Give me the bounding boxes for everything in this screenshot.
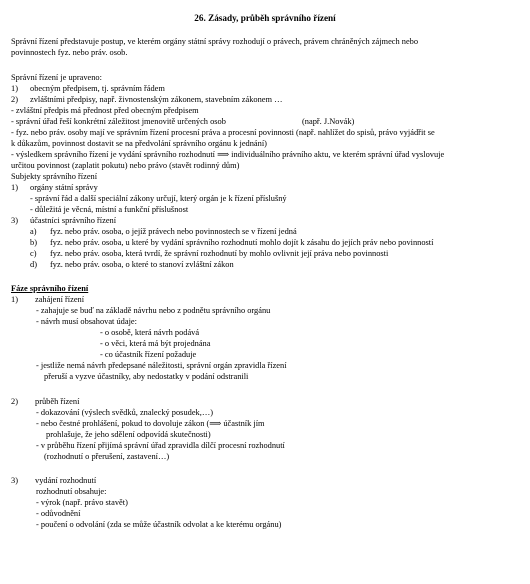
faze-1-line: - o osobě, která návrh podává xyxy=(100,328,200,337)
ucastnik-marker: b) xyxy=(30,238,37,247)
ucastnik-marker: a) xyxy=(30,227,37,236)
faze-2-line: - v průběhu řízení přijímá správní úřad zpravidla dílčí procesní rozhodnutí xyxy=(36,441,285,450)
uprava-number-2: 2) xyxy=(11,95,18,104)
faze-3-line: - odůvodnění xyxy=(36,509,81,518)
faze-3-line: - výrok (např. právo stavět) xyxy=(36,498,128,507)
page-title: 26. Zásady, průběh správního řízení xyxy=(194,13,336,23)
faze-2-line: - dokazování (výslech svědků, znalecký posudek,…) xyxy=(36,408,213,417)
faze-1-line: - o věci, která má být projednána xyxy=(100,339,211,348)
faze-number-1: 1) xyxy=(11,295,18,304)
uprava-bullet: - výsledkem správního řízení je vydání správního rozhodnutí ⟹ individuálního právního aktu, ve kterém správní úřad vyslovuje xyxy=(11,150,445,159)
faze-2-line: prohlašuje, že jeho sdělení odpovídá skutečnosti) xyxy=(46,430,211,439)
faze-3-line: rozhodnutí obsahuje: xyxy=(36,487,107,496)
faze-title-1: zahájení řízení xyxy=(35,295,85,304)
ucastnik-text: fyz. nebo práv. osoba, o jejíž právech nebo povinnostech se v řízení jedná xyxy=(50,227,297,236)
section-heading-faze: Fáze správního řízení xyxy=(11,284,89,293)
subjekty-text-3: účastníci správního řízení xyxy=(30,216,117,225)
ucastnik-marker: c) xyxy=(30,249,37,258)
ucastnik-text: fyz. nebo práv. osoba, o které to stanoví zvláštní zákon xyxy=(50,260,234,269)
uprava-number-1: 1) xyxy=(11,84,18,93)
uprava-bullet: - zvláštní předpis má přednost před obecným předpisem xyxy=(11,106,199,115)
section-heading-subjekty: Subjekty správního řízení xyxy=(11,172,98,181)
uprava-text-1: obecným předpisem, tj. správním řádem xyxy=(30,84,165,93)
subjekty-bullet: - správní řád a další speciální zákony určují, který orgán je k řízení příslušný xyxy=(30,194,287,203)
faze-title-3: vydání rozhodnutí xyxy=(35,476,97,485)
faze-2-line: (rozhodnutí o přerušení, zastavení…) xyxy=(44,452,170,461)
faze-1-line: - návrh musí obsahovat údaje: xyxy=(36,317,137,326)
ucastnik-text: fyz. nebo práv. osoba, u které by vydání správního rozhodnutí mohlo dojít k zásahu do jejích práv nebo povinností xyxy=(50,238,434,247)
faze-2-line: - nebo čestné prohlášení, pokud to dovoluje zákon (⟹ účastník jím xyxy=(36,419,265,428)
faze-1-line: - co účastník řízení požaduje xyxy=(100,350,197,359)
subjekty-text-1: orgány státní správy xyxy=(30,183,98,192)
subjekty-bullet: - důležitá je věcná, místní a funkční příslušnost xyxy=(30,205,189,214)
ucastnik-text: fyz. nebo práv. osoba, která tvrdí, že správní rozhodnutí by mohlo ovlivnit její práva nebo povinnosti xyxy=(50,249,389,258)
intro-line-2: povinnostech fyz. nebo práv. osob. xyxy=(11,48,128,57)
faze-number-3: 3) xyxy=(11,476,18,485)
faze-1-line: - jestliže nemá návrh předepsané náležitosti, správní orgán zpravidla řízení xyxy=(36,361,287,370)
faze-title-2: průběh řízení xyxy=(35,397,80,406)
faze-3-line: - poučení o odvolání (zda se může účastník odvolat a ke kterému orgánu) xyxy=(36,520,282,529)
faze-number-2: 2) xyxy=(11,397,18,406)
uprava-bullet: - fyz. nebo práv. osoby mají ve správním řízení procesní práva a procesní povinnosti (např. nahlížet do spisů, právo vyjádřit se xyxy=(11,128,435,137)
ucastnik-marker: d) xyxy=(30,260,37,269)
faze-1-line: - zahajuje se buď na základě návrhu nebo z podnětu správního orgánu xyxy=(36,306,271,315)
uprava-bullet: určitou povinnost (zaplatit pokutu) nebo právo (stavět rodinný dům) xyxy=(11,161,240,170)
faze-1-line: přeruší a vyzve účastníky, aby nedostatky v podání odstranili xyxy=(44,372,249,381)
intro-line-1: Správní řízení představuje postup, ve kterém orgány státní správy rozhodují o právech, právem chráněných zájmech nebo xyxy=(11,37,419,46)
uprava-bullet: k důkazům, povinnost dostavit se na předvolání správního orgánu k jednání) xyxy=(11,139,267,148)
subjekty-number-1: 1) xyxy=(11,183,18,192)
uprava-bullet: - správní úřad řeší konkrétní záležitost jmenovitě určených osob xyxy=(11,117,226,126)
uprava-text-2: zvláštními předpisy, např. živnostenským zákonem, stavebním zákonem … xyxy=(30,95,283,104)
subjekty-number-3: 3) xyxy=(11,216,18,225)
section-heading-uprava: Správní řízení je upraveno: xyxy=(11,73,102,82)
uprava-example: (např. J.Novák) xyxy=(302,117,355,126)
